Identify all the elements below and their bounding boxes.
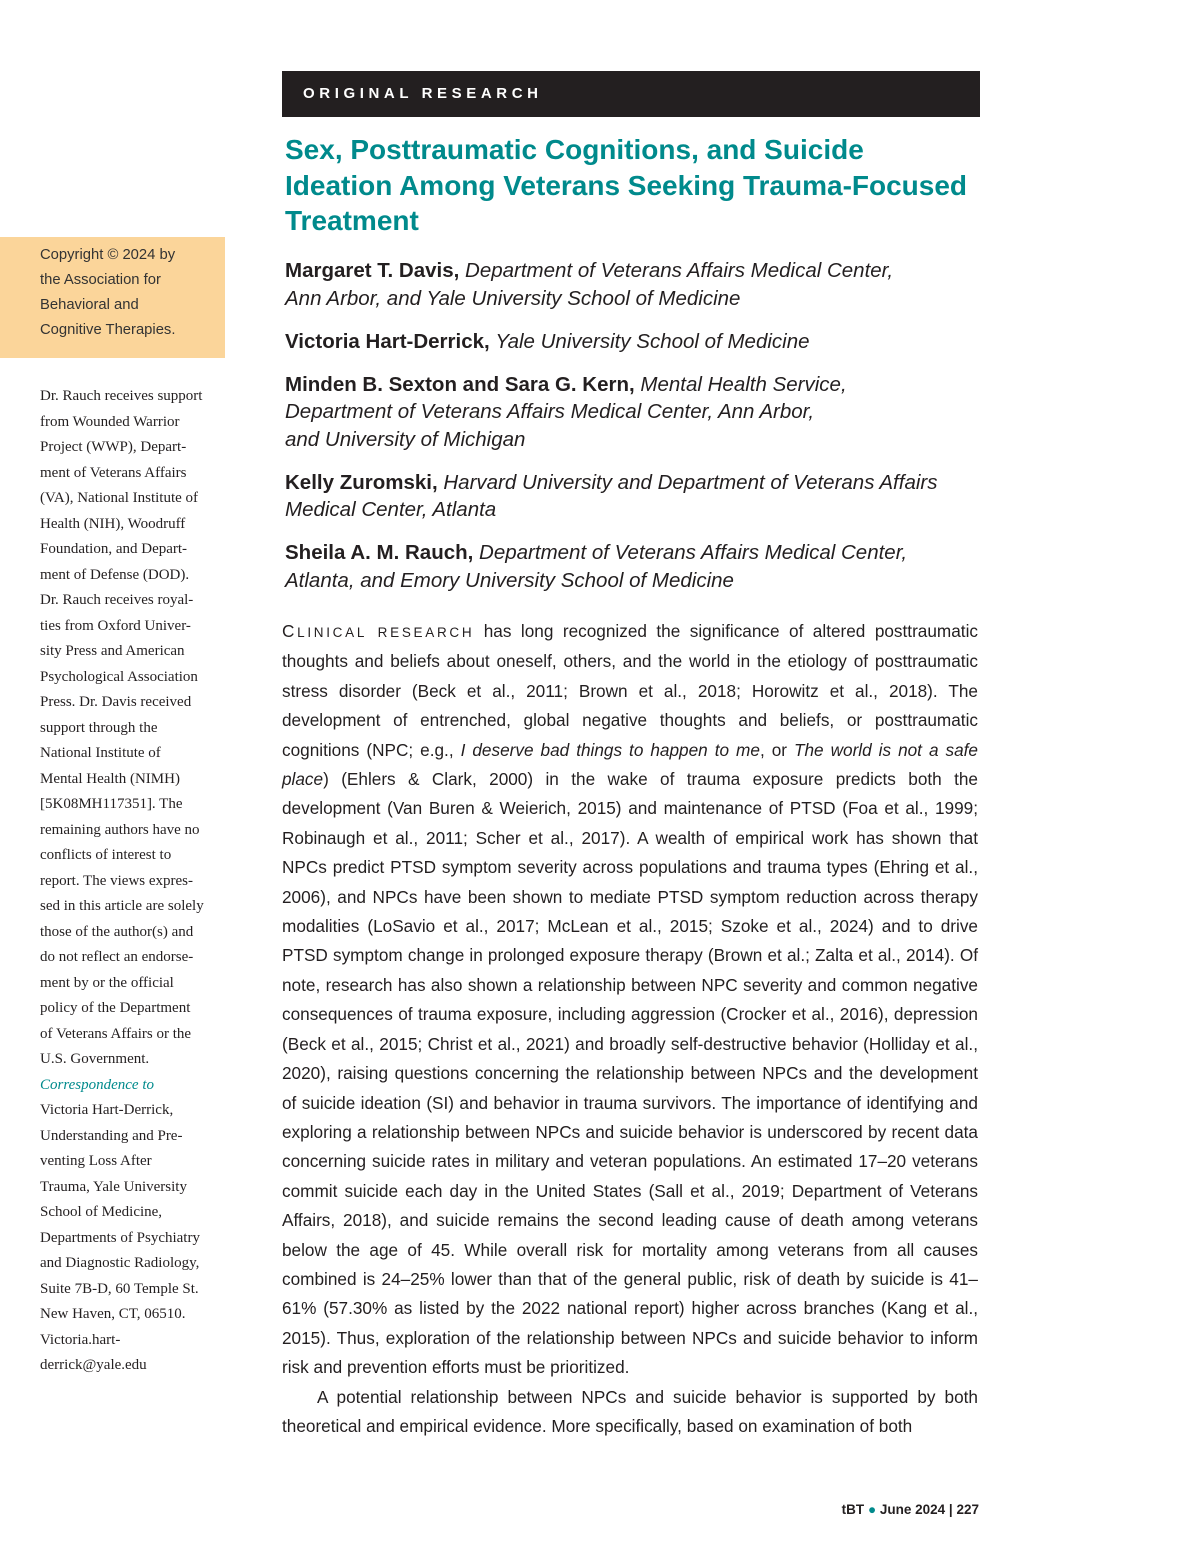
section-label: ORIGINAL RESEARCH <box>282 71 980 117</box>
author-affiliation: Medical Center, Atlanta <box>285 498 497 521</box>
correspondence-line: School of Medicine, <box>40 1204 163 1220</box>
disclosure-line: policy of the Department <box>40 1000 191 1016</box>
body-text: , or <box>759 739 794 760</box>
disclosure-line: Press. Dr. Davis received <box>40 694 192 710</box>
page-footer <box>842 1502 979 1517</box>
title-line: Sex, Posttraumatic Cognitions, and Suicide <box>285 134 864 165</box>
correspondence-line: Understanding and Pre- <box>40 1127 183 1144</box>
disclosure-line: Foundation, and Depart- <box>40 541 188 557</box>
title-line: Treatment <box>285 205 419 236</box>
author-name: Minden B. Sexton and Sara G. Kern, <box>285 372 635 396</box>
disclosure-line: U.S. Government. <box>40 1051 150 1067</box>
disclosure-line: ment of Veterans Affairs <box>40 464 187 481</box>
disclosure-line: sity Press and American <box>40 643 185 659</box>
correspondence-line: Departments of Psychiatry <box>40 1229 200 1246</box>
lead-in-initial: C <box>282 621 298 641</box>
correspondence-line[interactable]: derrick@yale.edu <box>40 1357 147 1373</box>
body-paragraph <box>282 617 978 1383</box>
disclosure-line: sed in this article are solely <box>40 898 204 914</box>
author-name: Sheila A. M. Rauch, <box>285 541 474 564</box>
disclosure-line: do not reflect an endorse- <box>40 949 194 965</box>
example-cognition: The world is not a safe place <box>282 739 978 790</box>
copyright-notice <box>0 237 225 358</box>
disclosure-line: ment by or the official <box>40 974 174 991</box>
author-entry <box>285 539 985 594</box>
author-affiliation: Atlanta, and Emory University School of Medicine <box>285 568 734 592</box>
lead-in <box>282 621 475 641</box>
author-name: Kelly Zuromski, <box>285 470 438 494</box>
disclosure-line: [5K08MH117351]. The <box>40 796 183 812</box>
disclosure-line: ment of Defense (DOD). <box>40 566 190 583</box>
copyright-line: the Association for <box>40 272 161 288</box>
page-number: 227 <box>956 1502 979 1517</box>
footer-separator: | <box>948 1502 953 1517</box>
correspondence-line: and Diagnostic Radiology, <box>40 1255 200 1271</box>
copyright-line: Copyright © 2024 by <box>40 247 176 263</box>
journal-name: tBT <box>841 1502 865 1517</box>
author-affiliation: Harvard University and Department of Veterans Affairs <box>443 470 938 494</box>
author-affiliation: Department of Veterans Affairs Medical Center, Ann Arbor, <box>285 400 815 423</box>
disclosure-line: report. The views expres- <box>40 872 194 889</box>
disclosure-line: ties from Oxford Univer- <box>40 617 191 634</box>
author-entry <box>285 328 985 356</box>
author-affiliation: Ann Arbor, and Yale University School of Medicine <box>285 286 741 310</box>
disclosure-line: of Veterans Affairs or the <box>40 1025 192 1042</box>
correspondence-line[interactable]: Victoria.hart- <box>40 1331 121 1348</box>
author-affiliation: Mental Health Service, <box>640 372 847 396</box>
disclosure-line: Dr. Rauch receives support <box>40 388 203 404</box>
author-entry <box>285 469 985 524</box>
author-affiliation: and University of Michigan <box>285 427 526 451</box>
disclosure-line: support through the <box>40 719 158 736</box>
bullet-icon: ● <box>867 1502 877 1517</box>
body-text: has long recognized the significance of altered posttraumatic thoughts and beliefs about oneself, others, and the world in the etiology of posttraumatic stress disorder (Beck et al., 2011; Brown et al., 2018; Horowitz et al., 2018). The development of entrenched, global negative thoughts and beliefs, or posttraumatic cognitions (NPC; e.g., <box>282 621 978 760</box>
example-cognition: I deserve bad things to happen to me <box>460 739 760 760</box>
author-entry <box>285 371 985 454</box>
disclosure-line: Psychological Association <box>40 668 198 685</box>
disclosure-line: those of the author(s) and <box>40 923 194 940</box>
correspondence-heading: Correspondence to <box>40 1076 155 1093</box>
issue-date: June 2024 <box>879 1502 946 1517</box>
article-body <box>282 617 978 1441</box>
copyright-line: Behavioral and <box>40 297 139 313</box>
correspondence-line: Suite 7B-D, 60 Temple St. <box>40 1280 199 1297</box>
lead-in-rest: LINICAL RESEARCH <box>297 625 475 640</box>
article-title <box>285 132 985 239</box>
body-paragraph: A potential relationship between NPCs and suicide behavior is supported by both theoretical and empirical evidence. More specifically, based on examination of both <box>282 1386 978 1436</box>
author-name: Victoria Hart-Derrick, <box>285 329 490 353</box>
body-text: ) (Ehlers & Clark, 2000) in the wake of trauma exposure predicts both the development (Van Buren & Weierich, 2015) and maintenance of PTSD (Foa et al., 1999; Robinaugh et al., 2011; Scher et al., 2017). A wealth of empirical work has shown that NPCs predict PTSD symptom severity across populations and trauma types (Ehring et al., 2006), and NPCs have been shown to mediate PTSD symptom reduction across therapy modalities (LoSavio et al., 2017; McLean et al., 2015; Szoke et al., 2024) and to drive PTSD symptom change in prolonged exposure therapy (Brown et al.; Zalta et al., 2014). Of note, research has also shown a relationship between NPC severity and common negative consequences of trauma exposure, including aggression (Crocker et al., 2016), depression (Beck et al., 2015; Christ et al., 2021) and broadly self-destructive behavior (Holliday et al., 2020), raising questions concerning the relationship between NPCs and the development of suicide ideation (SI) and behavior in trauma survivors. The importance of identifying and exploring a relationship between NPCs and suicide behavior is underscored by recent data concerning suicide rates in military and veteran populations. An estimated 17–20 veterans commit suicide each day in the United States (Sall et al., 2019; Department of Veterans Affairs, 2018), and suicide remains the second leading cause of death among veterans below the age of 45. While overall risk for mortality among veterans from all causes combined is 24–25% lower than that of the general public, risk of death by suicide is 41–61% (57.30% as listed by the 2022 national report) higher across branches (Kang et al., 2015). Thus, exploration of the relationship between NPCs and suicide behavior to inform risk and prevention efforts must be prioritized. <box>282 769 978 1378</box>
disclosure-line: Mental Health (NIMH) <box>40 770 180 787</box>
sidebar-disclosure <box>40 384 222 1379</box>
author-name: Margaret T. Davis, <box>285 259 460 282</box>
disclosure-line: (VA), National Institute of <box>40 490 199 506</box>
correspondence-line: New Haven, CT, 06510. <box>40 1306 186 1322</box>
disclosure-line: Dr. Rauch receives royal- <box>40 592 194 608</box>
correspondence-line: Victoria Hart-Derrick, <box>40 1102 174 1118</box>
disclosure-line: remaining authors have no <box>40 821 200 838</box>
author-entry <box>285 257 985 312</box>
author-affiliation: Department of Veterans Affairs Medical Center, <box>479 541 908 564</box>
author-affiliation: Department of Veterans Affairs Medical Center, <box>465 259 894 282</box>
title-line: Ideation Among Veterans Seeking Trauma-Focused <box>285 169 968 201</box>
author-affiliation: Yale University School of Medicine <box>495 329 810 353</box>
disclosure-line: Project (WWP), Depart- <box>40 439 187 455</box>
correspondence-line: venting Loss After <box>40 1153 152 1169</box>
correspondence-line: Trauma, Yale University <box>40 1178 187 1195</box>
author-list <box>285 257 985 610</box>
disclosure-line: National Institute of <box>40 745 161 761</box>
disclosure-line: from Wounded Warrior <box>40 413 180 430</box>
disclosure-line: Health (NIH), Woodruff <box>40 515 186 532</box>
disclosure-line: conflicts of interest to <box>40 847 172 863</box>
copyright-line: Cognitive Therapies. <box>40 322 176 338</box>
